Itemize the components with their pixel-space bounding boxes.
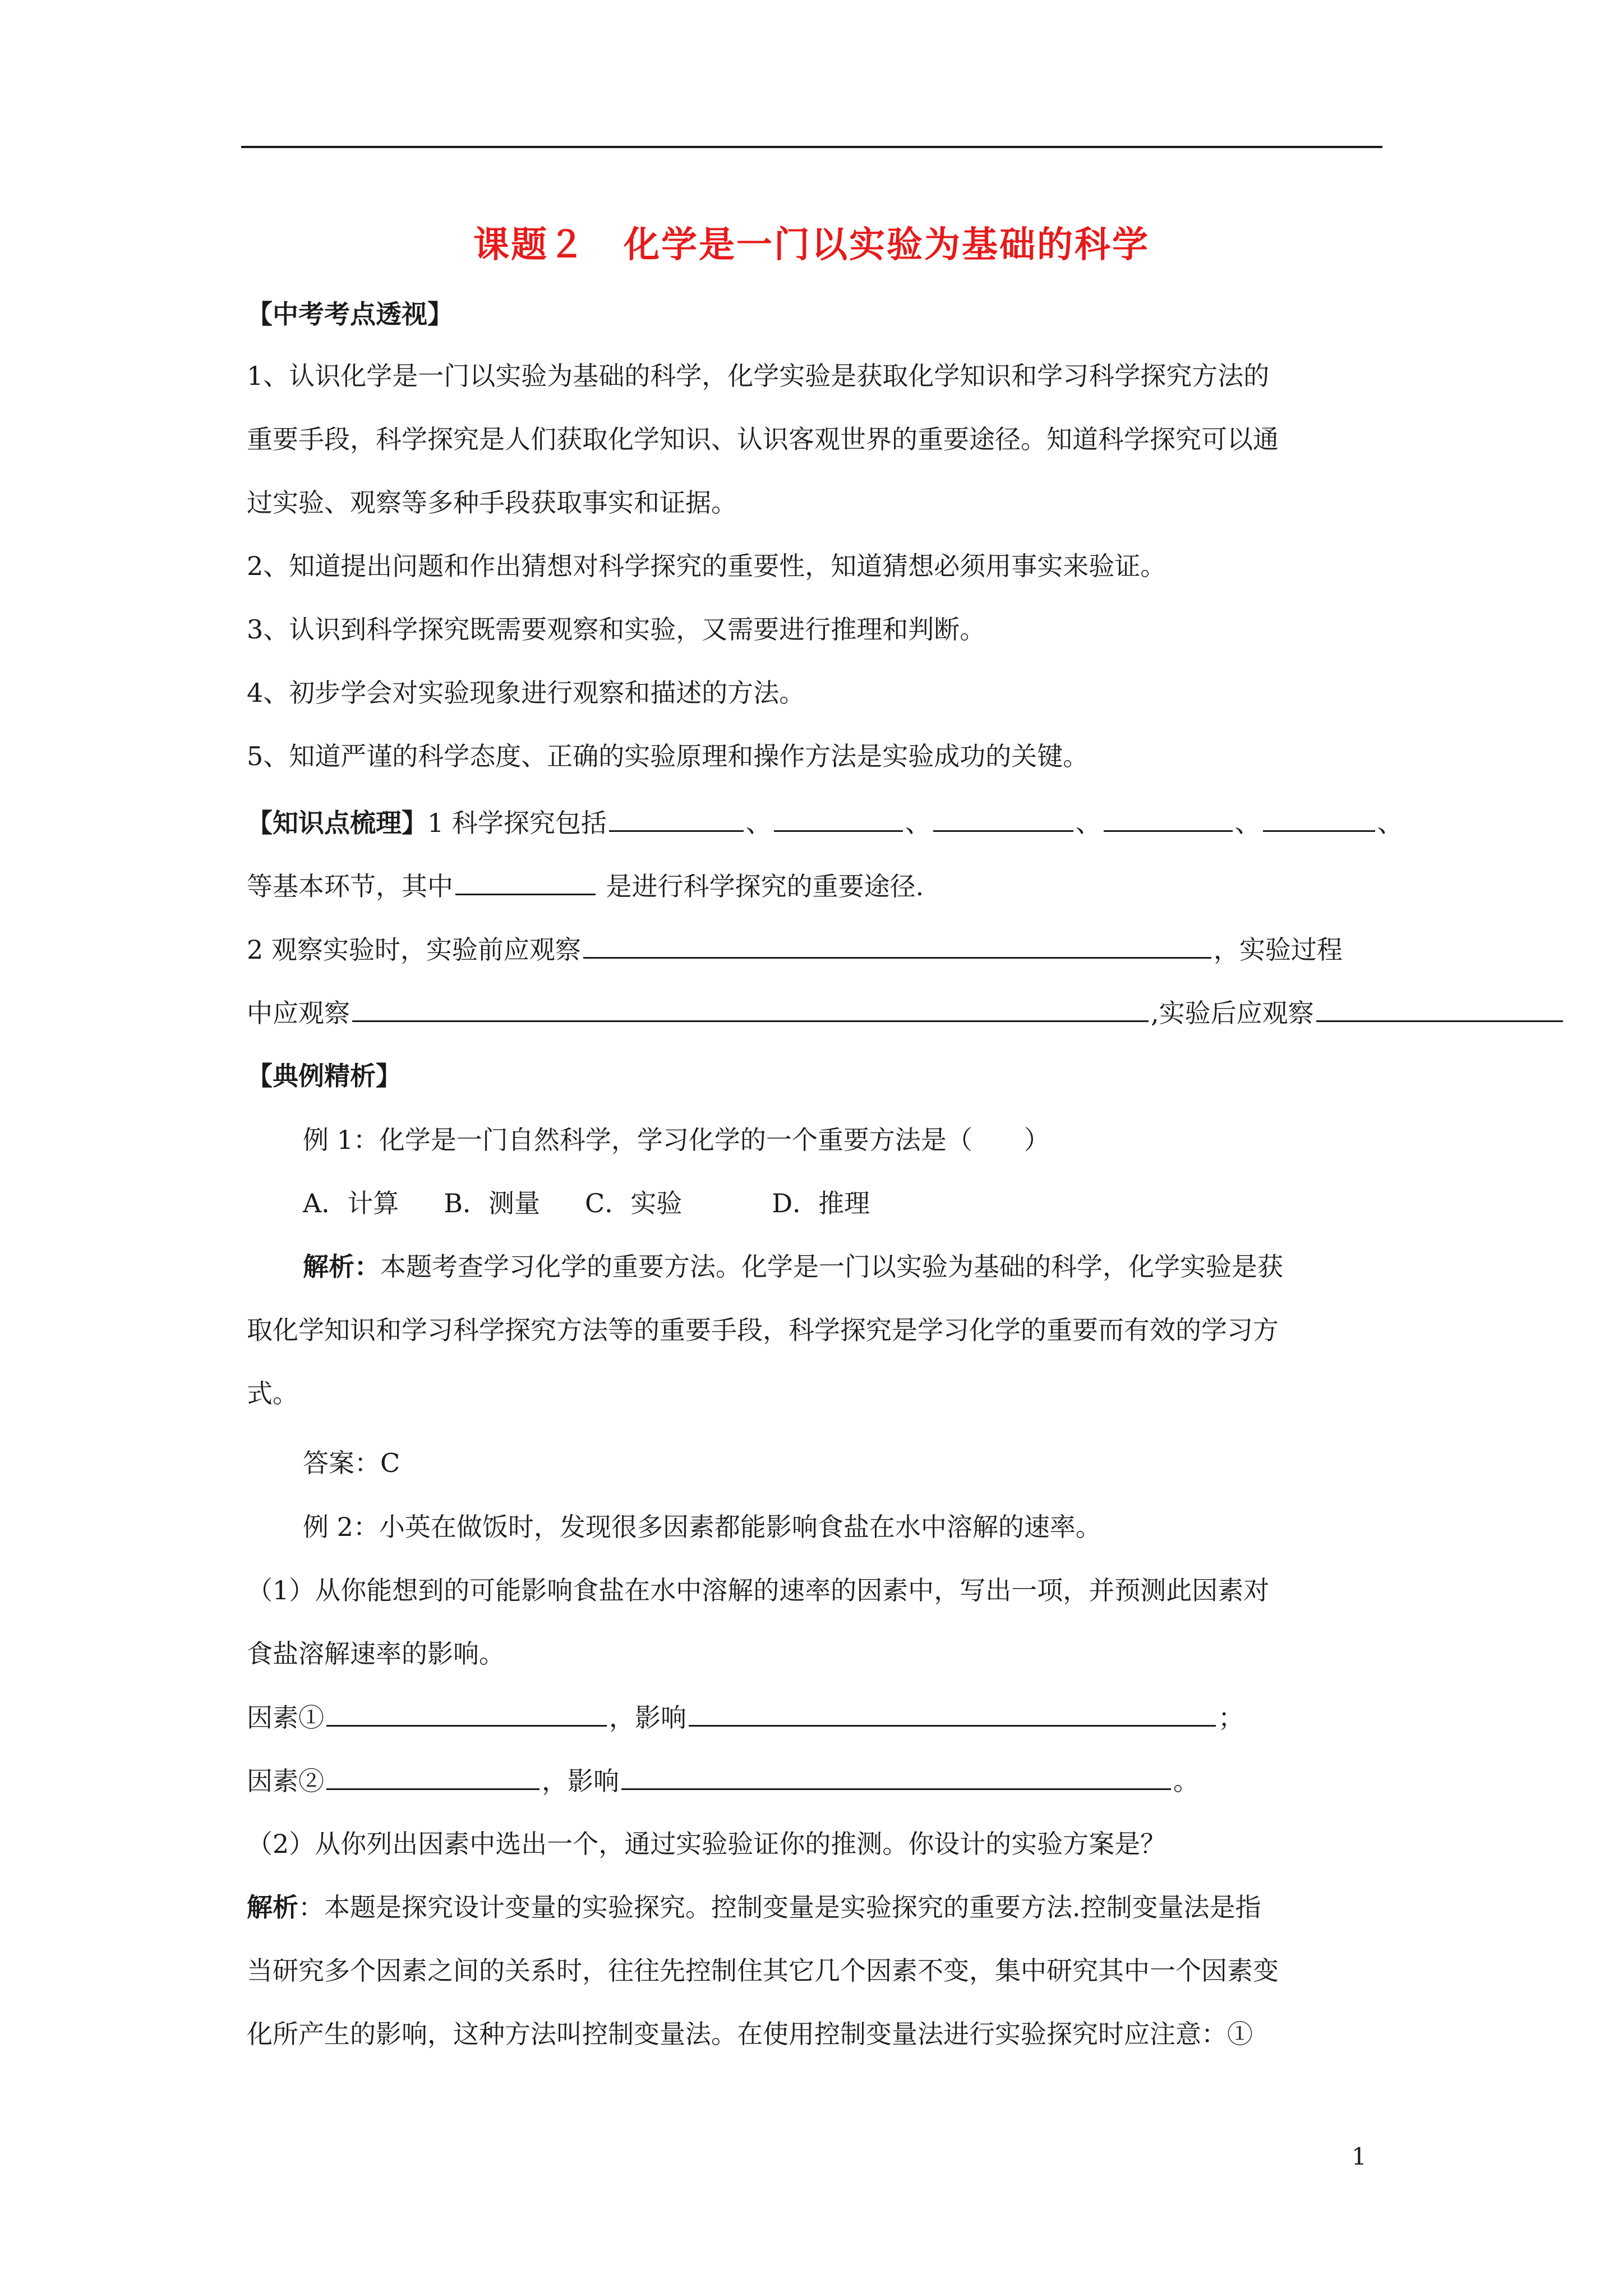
answer-blank[interactable]: [455, 869, 596, 895]
factor2-label: 因素②: [247, 1766, 324, 1796]
punctuation: ；: [1218, 1703, 1244, 1733]
section-heading-knowledge: 【知识点梳理】: [247, 808, 427, 838]
example1-analysis-line: [303, 1250, 1283, 1283]
analysis-text: 本题考查学习化学的重要方法。化学是一门以实验为基础的科学，化学实验是获: [380, 1251, 1283, 1282]
answer-blank[interactable]: [609, 806, 744, 832]
example1-options: [303, 1186, 915, 1220]
factor1-label: 因素①: [247, 1703, 324, 1733]
option-a[interactable]: A．计算: [303, 1188, 399, 1218]
effect2-blank[interactable]: [621, 1764, 1171, 1790]
section-heading-examples: 【典例精析】: [247, 1061, 402, 1091]
example2-part1-line: 食盐溶解速率的影响。: [247, 1639, 505, 1669]
knowledge-q1-text: 1 科学探究包括: [427, 808, 607, 838]
knowledge-text: ,实验后应观察: [1151, 998, 1314, 1028]
knowledge-text: 中应观察: [247, 998, 350, 1028]
option-c[interactable]: C．实验: [585, 1188, 683, 1218]
section-heading-exam-points: 【中考考点透视】: [247, 299, 453, 329]
example2-analysis-line: [247, 1890, 1261, 1924]
option-d[interactable]: D．推理: [772, 1188, 870, 1218]
exam-point-line: 1、认识化学是一门以实验为基础的科学，化学实验是获取化学知识和学习科学探究方法的: [247, 361, 1270, 391]
option-b[interactable]: B．测量: [444, 1188, 541, 1218]
exam-point-line: 2、知道提出问题和作出猜想对科学探究的重要性，知道猜想必须用事实来验证。: [247, 551, 1166, 581]
factor2-blank[interactable]: [326, 1764, 540, 1790]
page-number: 1: [1352, 2143, 1367, 2170]
answer-blank[interactable]: [583, 932, 1211, 959]
example2-question: 例 2：小英在做饭时，发现很多因素都能影响食盐在水中溶解的速率。: [303, 1512, 1101, 1542]
example2-analysis-line: 化所产生的影响，这种方法叫控制变量法。在使用控制变量法进行实验探究时应注意：①: [247, 2019, 1253, 2049]
page-title: 课题２ 化学是一门以实验为基础的科学: [473, 224, 1150, 266]
exam-point-line: 5、知道严谨的科学态度、正确的实验原理和操作方法是实验成功的关键。: [247, 741, 1089, 771]
exam-point-line: 3、认识到科学探究既需要观察和实验，又需要进行推理和判断。: [247, 614, 986, 645]
answer-blank[interactable]: [933, 806, 1073, 832]
effect1-blank[interactable]: [689, 1700, 1216, 1727]
factor1-blank[interactable]: [326, 1700, 607, 1727]
example2-part1-line: （1）从你能想到的可能影响食盐在水中溶解的速率的因素中，写出一项，并预测此因素对: [247, 1575, 1270, 1605]
effect-label: ，影响: [542, 1766, 619, 1796]
answer-blank[interactable]: [1104, 806, 1233, 832]
analysis-label: 解析：: [303, 1251, 380, 1282]
knowledge-q1-line: 【知识点梳理】1 科学探究包括 、 、 、 、 、: [247, 806, 1403, 840]
factor1-line: [247, 1700, 1244, 1734]
exam-point-line: 重要手段，科学探究是人们获取化学知识、认识客观世界的重要途径。知道科学探究可以通: [247, 424, 1279, 454]
exam-point-line: 4、初步学会对实验现象进行观察和描述的方法。: [247, 678, 805, 708]
knowledge-text: 等基本环节，其中: [247, 871, 453, 901]
analysis-label: 解析: [247, 1892, 298, 1922]
example2-part2: （2）从你列出因素中选出一个，通过实验验证你的推测。你设计的实验方案是？: [247, 1829, 1166, 1859]
answer-blank[interactable]: [1316, 996, 1563, 1022]
knowledge-text: ，实验过程: [1213, 935, 1343, 965]
knowledge-q1-line2: [247, 869, 924, 903]
example1-analysis-line: 式。: [247, 1378, 298, 1409]
example1-answer: 答案：C: [303, 1448, 400, 1478]
knowledge-q2-line: [247, 932, 1343, 967]
answer-blank[interactable]: [1263, 806, 1375, 832]
knowledge-text: 2 观察实验时，实验前应观察: [247, 935, 581, 965]
analysis-text: ：本题是探究设计变量的实验探究。控制变量是实验探究的重要方法.控制变量法是指: [298, 1892, 1261, 1922]
header-rule: [241, 146, 1382, 148]
example1-analysis-line: 取化学知识和学习科学探究方法等的重要手段，科学探究是学习化学的重要而有效的学习方: [247, 1315, 1279, 1345]
factor2-line: [247, 1764, 1199, 1798]
knowledge-q2-line2: [247, 996, 1565, 1030]
answer-blank[interactable]: [352, 996, 1149, 1022]
punctuation: 。: [1173, 1766, 1199, 1796]
exam-point-line: 过实验、观察等多种手段获取事实和证据。: [247, 487, 737, 518]
effect-label: ，影响: [609, 1703, 686, 1733]
example2-analysis-line: 当研究多个因素之间的关系时，往往先控制住其它几个因素不变，集中研究其中一个因素变: [247, 1955, 1279, 1986]
example1-question: 例 1：化学是一门自然科学，学习化学的一个重要方法是（ ）: [303, 1125, 1050, 1155]
knowledge-text: 是进行科学探究的重要途径.: [606, 871, 924, 901]
answer-blank[interactable]: [774, 806, 903, 832]
